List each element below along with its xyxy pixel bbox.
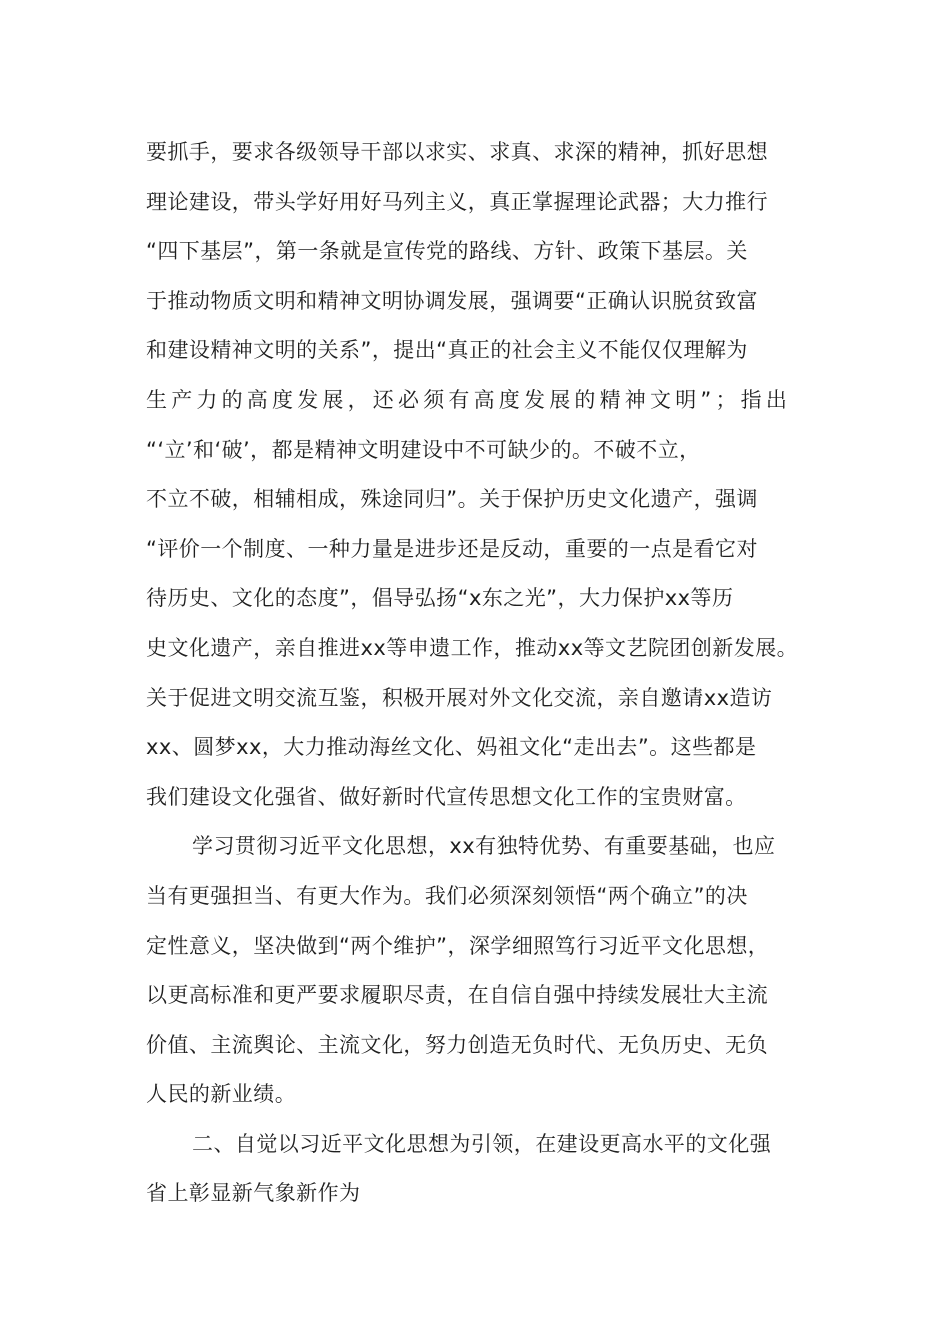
document-body bbox=[146, 128, 826, 1219]
text-line: 理论建设，带头学好用好马列主义，真正掌握理论武器；大力推行 bbox=[146, 189, 769, 214]
text-line: 待历史、文化的态度”，倡导弘扬“x东之光”，大力保护xx等历 bbox=[146, 586, 734, 611]
paragraph-first-line: 学习贯彻习近平文化思想，xx有独特优势、有重要基础，也应 bbox=[192, 834, 776, 859]
section-heading-line: 省上彰显新气象新作为 bbox=[146, 1181, 361, 1206]
text-line: 生产力的高度发展，还必须有高度发展的精神文明”；指出 bbox=[146, 387, 792, 412]
text-line: “评价一个制度、一种力量是进步还是反动，重要的一点是看它对 bbox=[146, 536, 758, 561]
text-line: 于推动物质文明和精神文明协调发展，强调要“正确认识脱贫致富 bbox=[146, 288, 758, 313]
text-line: 和建设精神文明的关系”，提出“真正的社会主义不能仅仅理解为 bbox=[146, 338, 748, 363]
text-line: 关于促进文明交流互鉴，积极开展对外文化交流，亲自邀请xx造访 bbox=[146, 685, 773, 710]
text-line: 人民的新业绩。 bbox=[146, 1082, 297, 1107]
text-line: 定性意义，坚决做到“两个维护”，深学细照笃行习近平文化思想， bbox=[146, 933, 770, 958]
section-heading-line: 二、自觉以习近平文化思想为引领，在建设更高水平的文化强 bbox=[192, 1131, 772, 1156]
text-line: 不立不破，相辅相成，殊途同归”。关于保护历史文化遗产，强调 bbox=[146, 487, 758, 512]
text-line: “四下基层”，第一条就是宣传党的路线、方针、政策下基层。关 bbox=[146, 239, 748, 264]
text-line: 价值、主流舆论、主流文化，努力创造无负时代、无负历史、无负 bbox=[146, 1032, 769, 1057]
text-line: “‘立’和‘破’，都是精神文明建设中不可缺少的。不破不立， bbox=[146, 437, 701, 462]
text-line: 要抓手，要求各级领导干部以求实、求真、求深的精神，抓好思想 bbox=[146, 140, 769, 164]
text-line: 以更高标准和更严要求履职尽责，在自信自强中持续发展壮大主流 bbox=[146, 983, 769, 1008]
text-line: 当有更强担当、有更大作为。我们必须深刻领悟“两个确立”的决 bbox=[146, 883, 748, 908]
text-line: 史文化遗产，亲自推进xx等申遗工作，推动xx等文艺院团创新发展。 bbox=[146, 635, 799, 660]
text-line: xx、圆梦xx，大力推动海丝文化、妈祖文化“走出去”。这些都是 bbox=[146, 735, 757, 760]
text-line: 我们建设文化强省、做好新时代宣传思想文化工作的宝贵财富。 bbox=[146, 784, 747, 809]
